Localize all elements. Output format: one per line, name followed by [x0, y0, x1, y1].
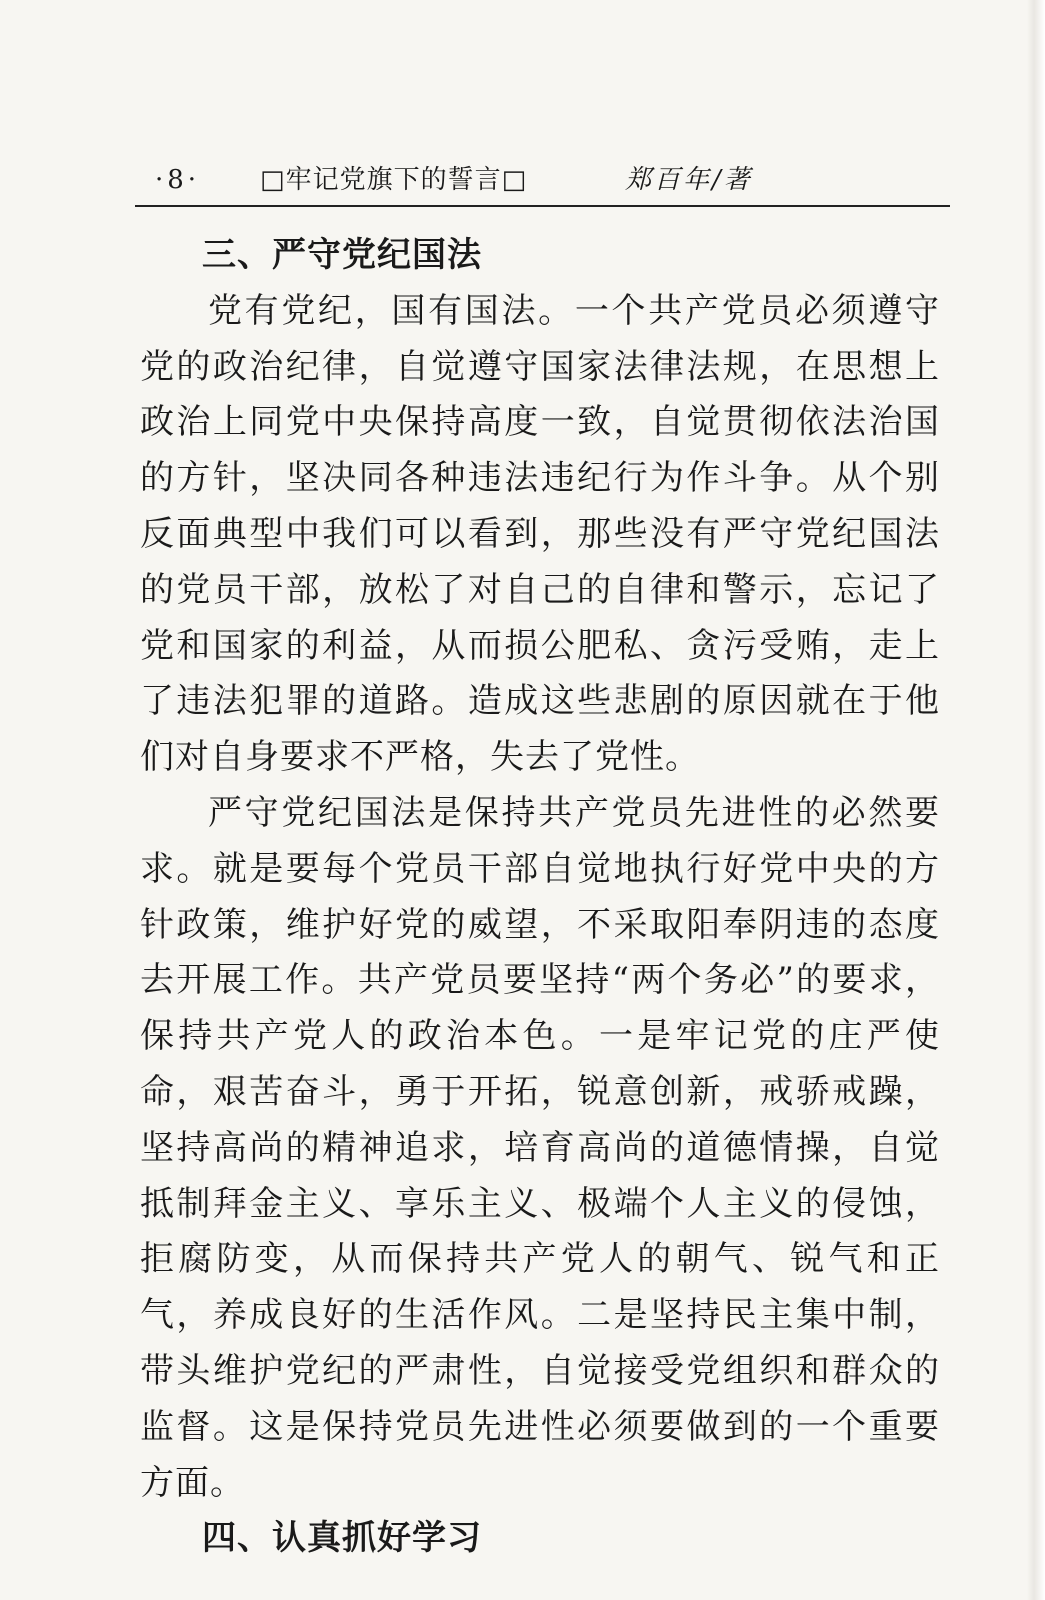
body-paragraph: 严守党纪国法是保持共产党员先进性的必然要求。就是要每个党员干部自觉地执行好党中央的方针政策，维护好党的威望，不采取阳奉阴违的态度去开展工作。共产党员要坚持“两个务必”的要求，保持共产党人的政治本色。一是牢记党的庄严使命，艰苦奋斗，勇于开拓，锐意创新，戒骄戒躁，坚持高尚的精神追求，培育高尚的道德情操，自觉抵制拜金主义、享乐主义、极端个人主义的侵蚀，拒腐防变，从而保持共产党人的朝气、锐气和正气，养成良好的生活作风。二是坚持民主集中制，带头维护党纪的严肃性，自觉接受党组织和群众的监督。这是保持党员先进性必须要做到的一个重要方面。 [140, 792, 940, 1503]
section-heading-4: 四、认真抓好学习 [202, 1518, 482, 1559]
section-heading-3: 三、严守党纪国法 [202, 235, 482, 275]
body-paragraph: 党有党纪，国有国法。一个共产党员必须遵守党的政治纪律，自觉遵守国家法律法规，在思想上政治上同党中央保持高度一致，自觉贯彻依法治国的方针，坚决同各种违法违纪行为作斗争。从个别反面典型中我们可以看到，那些没有严守党纪国法的党员干部，放松了对自己的自律和警示，忘记了党和国家的利益，从而损公肥私、贪污受贿，走上了违法犯罪的道路。造成这些悲剧的原因就在于他们对自身要求不严格，失去了党性。 [140, 290, 940, 778]
page-body [140, 228, 940, 1567]
header-divider [135, 205, 950, 207]
page-number: ·8· [155, 165, 201, 195]
page-edge [1027, 0, 1045, 1600]
book-title: □牢记党旗下的誓言□ [260, 165, 528, 195]
book-author: 郑百年/著 [625, 165, 753, 195]
running-header [135, 160, 955, 210]
